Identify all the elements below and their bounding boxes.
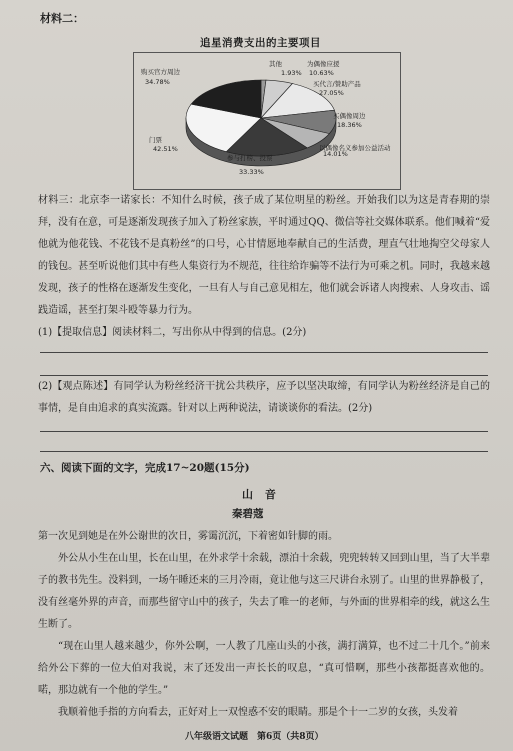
pie-slice-label: 购买官方周边 [141, 68, 180, 76]
pie-slice-label: 为偶像应援 [307, 60, 340, 68]
pie-chart [133, 52, 399, 188]
pie-slice-label: 门票 [149, 136, 162, 144]
pie-slice-value: 34.78% [145, 78, 170, 86]
pie-top-group [186, 80, 336, 156]
answer-line-3[interactable] [40, 431, 488, 432]
pie-slice-value: 14.01% [323, 150, 348, 158]
pie-slice-label: 其他 [269, 60, 282, 68]
pie-slice-value: 42.51% [153, 145, 178, 153]
story-paragraph: “现在山里人越来越少，你外公啊，一人教了几座山头的小孩，满打满算，也不过二十几个。”前来给外公下葬的一位大伯对我说，末了还发出一声长长的叹息，“真可惜啊，那些小孩都挺喜欢他的。喏，那边就有一个他的学生。” [38, 641, 490, 696]
question-2-prompt: (2)【观点陈述】有同学认为粉丝经济干扰公共秩序，应予以坚决取缔，有同学认为粉丝经济是自己的事情，是自由追求的真实流露。针对以上两种说法，请谈谈你的看法。(2分) [38, 381, 490, 414]
pie-slice-label: 买偶像周边 [333, 112, 366, 120]
pie-slice-value: 27.05% [319, 89, 344, 97]
pie-slice-value: 33.33% [239, 168, 264, 176]
section-6-title: 六、阅读下面的文字，完成17~20题(15分) [40, 462, 250, 474]
pie-slice-label: 买代言/赞助产品 [313, 80, 361, 88]
story-title: 山 音 [242, 488, 280, 501]
pie-slice-label: 以偶像名义参加公益活动 [319, 144, 391, 152]
question-1-prompt: (1)【提取信息】阅读材料二，写出你从中得到的信息。(2分) [38, 327, 307, 338]
pie-slice-value: 10.63% [309, 69, 334, 77]
pie-slice-label: 参与打榜、投票 [227, 154, 273, 162]
story-paragraph: 我顺着他手指的方向看去，正好对上一双惶惑不安的眼睛。那是个十一二岁的女孩，头发着 [58, 707, 458, 718]
story-paragraph: 外公从小生在山里，长在山里，在外求学十余载，漂泊十余载，兜兜转转又回到山里，当了大半辈子的教书先生。没料到，一场午睡还来的三月冷雨，竟让他与这三尺讲台永别了。山里的世界静极了，没有丝毫外界的声音，而那些留守山中的孩子，失去了唯一的老师，与外面的世界相牵的线，就这么生生断了。 [38, 553, 490, 630]
answer-line-1[interactable] [40, 352, 488, 353]
story-paragraph: 第一次见到她是在外公谢世的次日，雾霭沉沉，下着密如针脚的雨。 [38, 531, 338, 542]
answer-line-4[interactable] [40, 451, 488, 452]
chart-title: 追星消费支出的主要项目 [200, 37, 321, 49]
pie-slice-value: 1.93% [281, 69, 302, 77]
pie-slice-value: 18.36% [337, 121, 362, 129]
material-3-text: 材料三：北京李一诺家长：不知什么时候，孩子成了某位明星的粉丝。开始我们以为这是青春期的崇拜，没有在意，可是逐渐发现孩子加入了粉丝家族，平时通过QQ、微信等社交媒体联系。他们喊着“爱他就为他花钱、不花钱不是真粉丝”的口号，心甘情愿地奉献自己的生活费，理直气壮地掏空父母家人的钱包。甚至听说他们其中有些人集资行为不规范，往往给诈骗等不法行为可乘之机。同时，我越来越发现，孩子的性格在逐渐发生变化，一旦有人与自己意见相左，他们就会诉诸人肉搜索、人身攻击、谣践造谣，甚至打架斗殴等暴力行为。 [38, 195, 490, 316]
story-author: 秦碧蔻 [232, 508, 264, 520]
material-2-label: 材料二： [40, 12, 84, 25]
page-footer: 八年级语文试题 第6页（共8页） [185, 732, 324, 742]
